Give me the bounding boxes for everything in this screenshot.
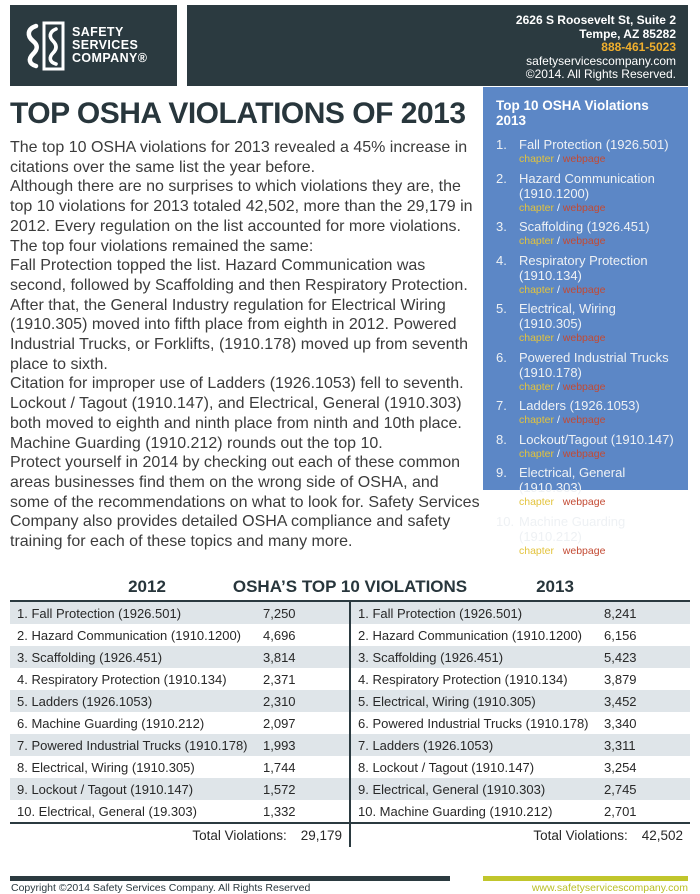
row-value: 8,241 [604,605,637,621]
row-value: 3,254 [604,759,637,775]
comparison-header [10,577,690,600]
row-label: 2. Hazard Communication (1910.1200) [17,627,242,643]
link-separator: / [554,201,563,214]
table-row [10,624,349,646]
webpage-link[interactable]: webpage [562,332,606,344]
footer-copyright: Copyright ©2014 Safety Services Company. All Rights Reserved [11,882,311,894]
link-separator: / [554,153,563,165]
chapter-link[interactable]: chapter [519,414,555,426]
row-value: 2,310 [263,693,296,709]
row-label: 9. Electrical, General (1910.303) [358,781,546,797]
row-label: 7. Ladders (1926.1053) [358,737,494,753]
article [10,97,480,552]
row-value: 2,745 [604,781,637,797]
row-label: 1. Fall Protection (1926.501) [17,605,182,621]
webpage-link[interactable]: webpage [562,153,606,165]
total-value-2012: 29,179 [300,828,342,843]
sidebar-item [496,171,680,215]
sidebar-item [496,350,680,394]
row-label: 6. Machine Guarding (1910.212) [17,715,205,731]
table-2012 [10,602,349,847]
chapter-link[interactable]: chapter [519,332,555,344]
row-label: 3. Scaffolding (1926.451) [358,649,504,665]
paragraph: Protect yourself in 2014 by checking out each of these common areas businesses find them on the wrong side of OSHA, and some of the recommendations on what to look for. Safety Services Company also provides detailed OSHA compliance and safety training for each of these topics and many more. [10,454,480,551]
item-number: 5. [496,301,507,316]
item-links [519,545,680,558]
item-body [519,137,680,166]
row-value: 2,097 [263,715,296,731]
row-label: 4. Respiratory Protection (1910.134) [358,671,568,687]
table-row [10,602,349,624]
table-row [10,712,349,734]
row-value: 1,332 [263,803,296,819]
violation-name: Ladders (1926.1053) [519,398,640,413]
row-label: 2. Hazard Communication (1910.1200) [358,627,583,643]
table-row [10,646,349,668]
row-label: 6. Powered Industrial Trucks (1910.178) [358,715,589,731]
table-row [351,800,690,822]
sidebar-item [496,219,680,248]
item-links [519,202,680,215]
item-links [519,448,680,461]
chapter-link[interactable]: chapter [519,496,555,508]
table-row [351,712,690,734]
item-body [519,171,680,215]
paragraph: The top 10 OSHA violations for 2013 revealed a 45% increase in citations over the same list the year before. [10,139,468,176]
address-line-2: Tempe, AZ 85282 [579,26,676,41]
item-body [519,219,680,248]
contact-block [187,5,688,86]
table-row [351,624,690,646]
link-separator: / [554,447,563,460]
column-year-2013: 2013 [536,577,574,596]
webpage-link[interactable]: webpage [562,283,606,296]
link-separator: / [554,496,563,508]
table-row [10,756,349,778]
webpage-link[interactable]: webpage [562,414,606,426]
chapter-link[interactable]: chapter [519,380,555,393]
phone-number[interactable]: 888-461-5023 [601,40,676,54]
sidebar-item [496,398,680,427]
webpage-link[interactable]: webpage [562,447,606,460]
table-row [351,602,690,624]
item-body [519,465,680,509]
link-separator: / [554,332,563,344]
sidebar-item [496,253,680,297]
page-title: TOP OSHA VIOLATIONS OF 2013 [10,97,466,130]
item-number: 4. [496,252,507,268]
link-separator: / [554,544,563,557]
row-value: 2,701 [604,803,637,819]
violation-name: Powered Industrial Trucks (1910.178) [519,349,669,380]
row-value: 4,696 [263,627,296,643]
comparison-section [10,577,690,847]
row-label: 10. Machine Guarding (1910.212) [358,803,553,819]
footer-bar-yellow [483,876,688,881]
item-number: 9. [496,465,507,480]
total-label: Total Violations: [192,828,287,843]
comparison-body [10,600,690,847]
logo-line-1: SAFETY [72,25,124,39]
row-label: 7. Powered Industrial Trucks (1910.178) [17,737,248,753]
item-number: 7. [496,398,507,413]
chapter-link[interactable]: chapter [519,447,555,460]
logo-line-2: SERVICES [72,38,139,52]
sidebar [483,87,688,557]
chapter-link[interactable]: chapter [519,544,555,557]
sidebar-item [496,301,680,345]
item-links [519,414,680,427]
row-label: 1. Fall Protection (1926.501) [358,605,523,621]
row-value: 7,250 [263,605,296,621]
logo-block [10,5,177,86]
item-links [519,381,680,394]
total-value-2013: 42,502 [641,828,683,843]
table-rows-2013 [351,602,690,822]
violation-name: Hazard Communication (1910.1200) [519,170,655,201]
sidebar-title: Top 10 OSHA Violations 2013 [496,98,649,128]
item-number: 2. [496,170,507,186]
link-separator: / [554,414,563,426]
item-number: 3. [496,219,507,234]
row-label: 8. Lockout / Tagout (1910.147) [358,759,535,775]
row-value: 3,311 [604,737,636,753]
row-value: 1,572 [263,781,296,797]
link-separator: / [554,235,563,247]
row-label: 3. Scaffolding (1926.451) [17,649,163,665]
row-label: 8. Electrical, Wiring (1910.305) [17,759,195,775]
table-row [351,734,690,756]
table-row [10,778,349,800]
webpage-link[interactable]: webpage [562,544,606,557]
footer-bar-dark [10,876,450,881]
row-label: 5. Electrical, Wiring (1910.305) [358,693,536,709]
table-row [351,646,690,668]
webpage-link[interactable]: webpage [562,235,606,247]
link-separator: / [554,283,563,296]
table-2013 [351,602,690,847]
comparison-title: OSHA’S TOP 10 VIOLATIONS [232,577,468,596]
item-body [519,514,680,558]
row-label: 10. Electrical, General (19.303) [17,803,197,819]
violation-name: Electrical, Wiring (1910.305) [519,301,616,331]
sidebar-item [496,514,680,558]
violation-name: Electrical, General (1910.303) [519,465,626,495]
webpage-link[interactable]: webpage [562,380,606,393]
row-value: 5,423 [604,649,637,665]
paragraph: Fall Protection topped the list. Hazard Communication was second, followed by Scaffolding and then Respiratory Protection. After that, the General Industry regulation for Electrical Wiring (1910.305) moved into fifth place from eighth in 2012. Powered Industrial Trucks, or Forklifts, (1910.178) moved up from seventh place to sixth. [10,257,468,373]
item-number: 6. [496,349,507,365]
item-body [519,398,680,427]
item-number: 8. [496,431,507,447]
sidebar-list [496,137,680,557]
item-number: 1. [496,137,507,152]
total-row-2012 [10,822,349,847]
violation-name: Machine Guarding (1910.212) [519,513,626,544]
table-row [351,668,690,690]
item-links [519,332,680,345]
item-links [519,284,680,297]
paragraph: Citation for improper use of Ladders (1926.1053) fell to seventh. Lockout / Tagout (1910.147), and Electrical, General (1910.303) both moved to eighth and ninth place from ninth and 10th place. Machine Guarding (1910.212) rounds out the top 10. [10,375,464,452]
row-value: 6,156 [604,627,637,643]
table-row [351,756,690,778]
logo-line-3: COMPANY® [72,51,148,65]
item-links [519,235,680,248]
chapter-link[interactable]: chapter [519,153,555,165]
row-label: 4. Respiratory Protection (1910.134) [17,671,227,687]
header-copyright: ©2014. All Rights Reserved. [525,67,676,81]
row-value: 3,340 [604,715,637,731]
table-row [10,800,349,822]
footer-website-link[interactable]: www.safetyservicescompany.com [531,882,688,894]
table-row [10,690,349,712]
row-value: 2,371 [263,671,296,687]
table-rows-2012 [10,602,349,822]
chapter-link[interactable]: chapter [519,235,555,247]
sidebar-item [496,432,680,461]
table-row [351,778,690,800]
violation-name: Scaffolding (1926.451) [519,219,650,234]
item-body [519,350,680,394]
article-body [10,138,480,552]
table-row [351,690,690,712]
table-row [10,668,349,690]
row-value: 1,744 [263,759,296,775]
webpage-link[interactable]: webpage [562,201,606,214]
sidebar-item [496,137,680,166]
chapter-link[interactable]: chapter [519,283,555,296]
address-line-1: 2626 S Roosevelt St, Suite 2 [515,13,676,27]
violation-name: Fall Protection (1926.501) [519,137,669,152]
total-label: Total Violations: [533,828,628,843]
item-links [519,153,680,166]
item-number: 10. [496,513,515,529]
header-website-link[interactable]: safetyservicescompany.com [526,53,676,68]
violation-name: Respiratory Protection (1910.134) [519,252,648,283]
paragraph: Although there are no surprises to which violations they are, the top 10 violations for 2013 totaled 42,502, more than the 29,179 in 2012. Every regulation on the list accounted for more violations. The top four violations remained the same: [10,178,473,255]
row-value: 3,814 [263,649,296,665]
row-label: 5. Ladders (1926.1053) [17,693,153,709]
webpage-link[interactable]: webpage [562,496,606,508]
ss-monogram-icon [23,21,65,71]
item-body [519,253,680,297]
row-label: 9. Lockout / Tagout (1910.147) [17,781,194,797]
row-value: 3,452 [604,693,637,709]
row-value: 1,993 [263,737,296,753]
item-links [519,496,680,509]
logo-wordmark [72,26,147,65]
sidebar-item [496,465,680,509]
column-year-2012: 2012 [128,577,166,596]
item-body [519,432,680,461]
link-separator: / [554,380,563,393]
total-row-2013 [351,822,690,847]
violation-name: Lockout/Tagout (1910.147) [519,431,674,447]
item-body [519,301,680,345]
row-value: 3,879 [604,671,637,687]
table-row [10,734,349,756]
chapter-link[interactable]: chapter [519,201,555,214]
